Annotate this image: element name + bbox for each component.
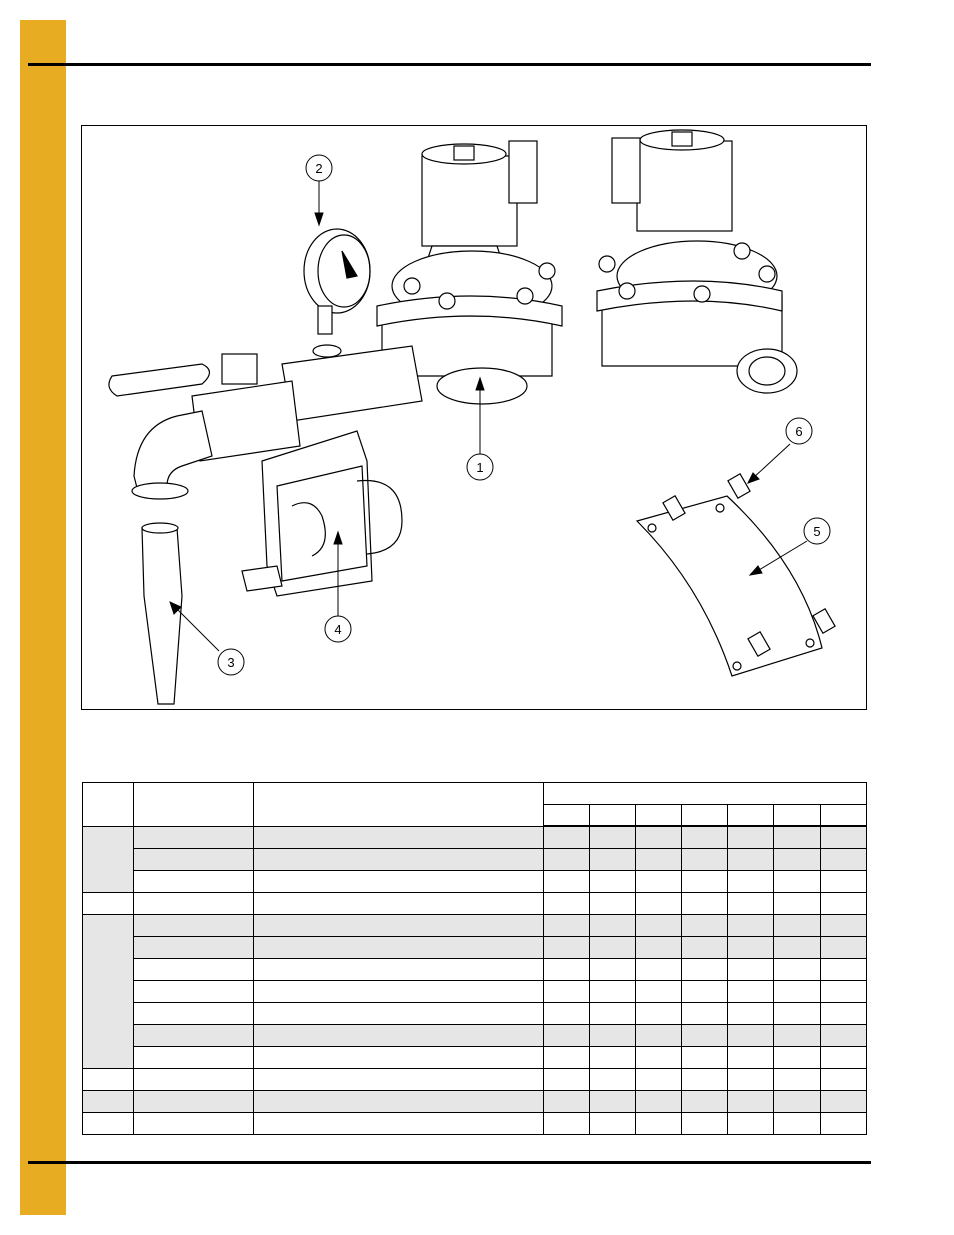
quantity-cell <box>590 981 636 1003</box>
nozzle-drawing <box>142 528 182 704</box>
parts-table <box>82 782 867 1135</box>
subheader-col-2 <box>590 805 636 827</box>
table-row <box>83 1003 867 1025</box>
description-cell <box>254 1069 544 1091</box>
callout-3-label: 3 <box>227 655 235 670</box>
quantity-cell <box>636 959 682 981</box>
quantity-cell <box>821 959 867 981</box>
quantity-cell <box>682 1025 728 1047</box>
quantity-cell <box>774 959 821 981</box>
subheader-col-5 <box>728 805 774 827</box>
description-cell <box>254 871 544 893</box>
part-number-cell <box>134 937 254 959</box>
solenoid-valve-right-drawing <box>597 130 797 393</box>
table-row <box>83 1025 867 1047</box>
quantity-cell <box>821 1069 867 1091</box>
quantity-cell <box>728 1069 774 1091</box>
quantity-cell <box>590 1091 636 1113</box>
part-number-cell <box>134 1091 254 1113</box>
quantity-cell <box>590 826 636 849</box>
quantity-cell <box>682 1047 728 1069</box>
valve-assembly-drawing <box>82 126 868 711</box>
subheader-col-4 <box>682 805 728 827</box>
quantity-cell <box>774 893 821 915</box>
quantity-cell <box>636 981 682 1003</box>
quantity-cell <box>821 1003 867 1025</box>
part-number-cell <box>134 1047 254 1069</box>
table-body <box>83 826 867 1135</box>
description-cell <box>254 959 544 981</box>
table-row <box>83 1069 867 1091</box>
part-number-cell <box>134 1003 254 1025</box>
quantity-cell <box>821 981 867 1003</box>
callout-4-label: 4 <box>334 622 342 637</box>
part-number-cell <box>134 871 254 893</box>
part-number-cell <box>134 826 254 849</box>
quantity-cell <box>682 937 728 959</box>
quantity-cell <box>636 871 682 893</box>
quantity-cell <box>636 1047 682 1069</box>
part-number-cell <box>134 1113 254 1135</box>
subheader-col-7 <box>821 805 867 827</box>
description-cell <box>254 893 544 915</box>
quantity-cell <box>774 1025 821 1047</box>
quantity-cell <box>728 1113 774 1135</box>
header-description <box>254 783 544 827</box>
quantity-cell <box>821 1047 867 1069</box>
part-number-cell <box>134 893 254 915</box>
quantity-cell <box>544 1003 590 1025</box>
quantity-cell <box>682 1091 728 1113</box>
quantity-cell <box>821 937 867 959</box>
quantity-cell <box>544 937 590 959</box>
description-cell <box>254 1025 544 1047</box>
ref-cell <box>83 1113 134 1135</box>
quantity-cell <box>636 1003 682 1025</box>
description-cell <box>254 1113 544 1135</box>
quantity-cell <box>774 849 821 871</box>
table-header-row <box>83 783 867 805</box>
quantity-cell <box>821 849 867 871</box>
quantity-cell <box>636 915 682 937</box>
quantity-cell <box>774 1113 821 1135</box>
quantity-cell <box>728 1047 774 1069</box>
quantity-cell <box>590 915 636 937</box>
description-cell <box>254 915 544 937</box>
quantity-cell <box>774 871 821 893</box>
quantity-cell <box>682 915 728 937</box>
quantity-cell <box>590 1003 636 1025</box>
description-cell <box>254 1091 544 1113</box>
callout-5-label: 5 <box>813 524 821 539</box>
quantity-cell <box>682 1113 728 1135</box>
part-number-cell <box>134 1025 254 1047</box>
quantity-cell <box>821 826 867 849</box>
quantity-cell <box>821 1113 867 1135</box>
parts-diagram <box>81 125 867 710</box>
part-number-cell <box>134 959 254 981</box>
quantity-cell <box>544 915 590 937</box>
quantity-cell <box>682 871 728 893</box>
part-number-cell <box>134 981 254 1003</box>
quantity-cell <box>728 1091 774 1113</box>
table-row <box>83 893 867 915</box>
quantity-cell <box>636 1113 682 1135</box>
quantity-cell <box>774 981 821 1003</box>
quantity-cell <box>682 981 728 1003</box>
part-number-cell <box>134 849 254 871</box>
quantity-cell <box>636 826 682 849</box>
quantity-cell <box>821 893 867 915</box>
quantity-cell <box>544 871 590 893</box>
side-tab <box>20 20 66 1215</box>
quantity-cell <box>821 1091 867 1113</box>
ref-cell <box>83 1069 134 1091</box>
part-number-cell <box>134 1069 254 1091</box>
quantity-cell <box>544 893 590 915</box>
quantity-cell <box>590 849 636 871</box>
table-row <box>83 937 867 959</box>
quantity-cell <box>636 1025 682 1047</box>
quantity-cell <box>544 981 590 1003</box>
quantity-cell <box>774 915 821 937</box>
quantity-cell <box>590 893 636 915</box>
callout-6-label: 6 <box>795 424 803 439</box>
quantity-cell <box>728 893 774 915</box>
quantity-cell <box>774 937 821 959</box>
quantity-cell <box>636 1069 682 1091</box>
quantity-cell <box>682 826 728 849</box>
quantity-cell <box>774 1091 821 1113</box>
quantity-cell <box>728 826 774 849</box>
quantity-cell <box>636 1091 682 1113</box>
description-cell <box>254 849 544 871</box>
table-row <box>83 1091 867 1113</box>
quantity-cell <box>590 937 636 959</box>
table-row <box>83 826 867 849</box>
quantity-cell <box>682 1003 728 1025</box>
ref-cell <box>83 1091 134 1113</box>
subheader-col-3 <box>636 805 682 827</box>
header-ref <box>83 783 134 827</box>
quantity-cell <box>774 1069 821 1091</box>
quantity-cell <box>590 959 636 981</box>
quantity-cell <box>774 826 821 849</box>
ref-cell <box>83 915 134 1069</box>
quantity-cell <box>544 826 590 849</box>
quantity-cell <box>590 871 636 893</box>
table-row <box>83 981 867 1003</box>
description-cell <box>254 981 544 1003</box>
quantity-cell <box>544 959 590 981</box>
quantity-cell <box>682 1069 728 1091</box>
quantity-cell <box>821 871 867 893</box>
quantity-cell <box>682 959 728 981</box>
table-row <box>83 915 867 937</box>
part-number-cell <box>134 915 254 937</box>
ref-cell <box>83 826 134 893</box>
quantity-cell <box>544 1091 590 1113</box>
quantity-cell <box>544 1047 590 1069</box>
quantity-cell <box>682 849 728 871</box>
table-row <box>83 871 867 893</box>
table-row <box>83 959 867 981</box>
quantity-cell <box>544 1069 590 1091</box>
quantity-cell <box>774 1003 821 1025</box>
quantity-cell <box>774 1047 821 1069</box>
subheader-col-6 <box>774 805 821 827</box>
quantity-cell <box>728 1025 774 1047</box>
quantity-cell <box>590 1113 636 1135</box>
callout-2-label: 2 <box>315 161 323 176</box>
description-cell <box>254 826 544 849</box>
quantity-cell <box>728 871 774 893</box>
quantity-cell <box>728 937 774 959</box>
table-row <box>83 1047 867 1069</box>
quantity-cell <box>636 849 682 871</box>
description-cell <box>254 1003 544 1025</box>
quantity-cell <box>821 1025 867 1047</box>
table-row <box>83 849 867 871</box>
callout-1-label: 1 <box>476 460 484 475</box>
footer-rule <box>28 1161 871 1164</box>
subheader-col-1 <box>544 805 590 827</box>
quantity-cell <box>728 849 774 871</box>
table-row <box>83 1113 867 1135</box>
quantity-cell <box>682 893 728 915</box>
quantity-cell <box>636 937 682 959</box>
quantity-cell <box>544 1113 590 1135</box>
ref-cell <box>83 893 134 915</box>
quantity-cell <box>590 1047 636 1069</box>
description-cell <box>254 1047 544 1069</box>
quantity-cell <box>821 915 867 937</box>
description-cell <box>254 937 544 959</box>
quantity-cell <box>728 981 774 1003</box>
quantity-cell <box>728 959 774 981</box>
quantity-cell <box>544 849 590 871</box>
header-part-number <box>134 783 254 827</box>
quantity-cell <box>590 1069 636 1091</box>
shield-plate-drawing <box>637 474 835 676</box>
pipe-and-gauge-drawing <box>109 229 422 499</box>
bracket-drawing <box>242 431 402 596</box>
quantity-cell <box>728 1003 774 1025</box>
header-rule <box>28 63 871 66</box>
quantity-cell <box>544 1025 590 1047</box>
header-quantity <box>544 783 867 805</box>
quantity-cell <box>590 1025 636 1047</box>
quantity-cell <box>636 893 682 915</box>
quantity-cell <box>728 915 774 937</box>
